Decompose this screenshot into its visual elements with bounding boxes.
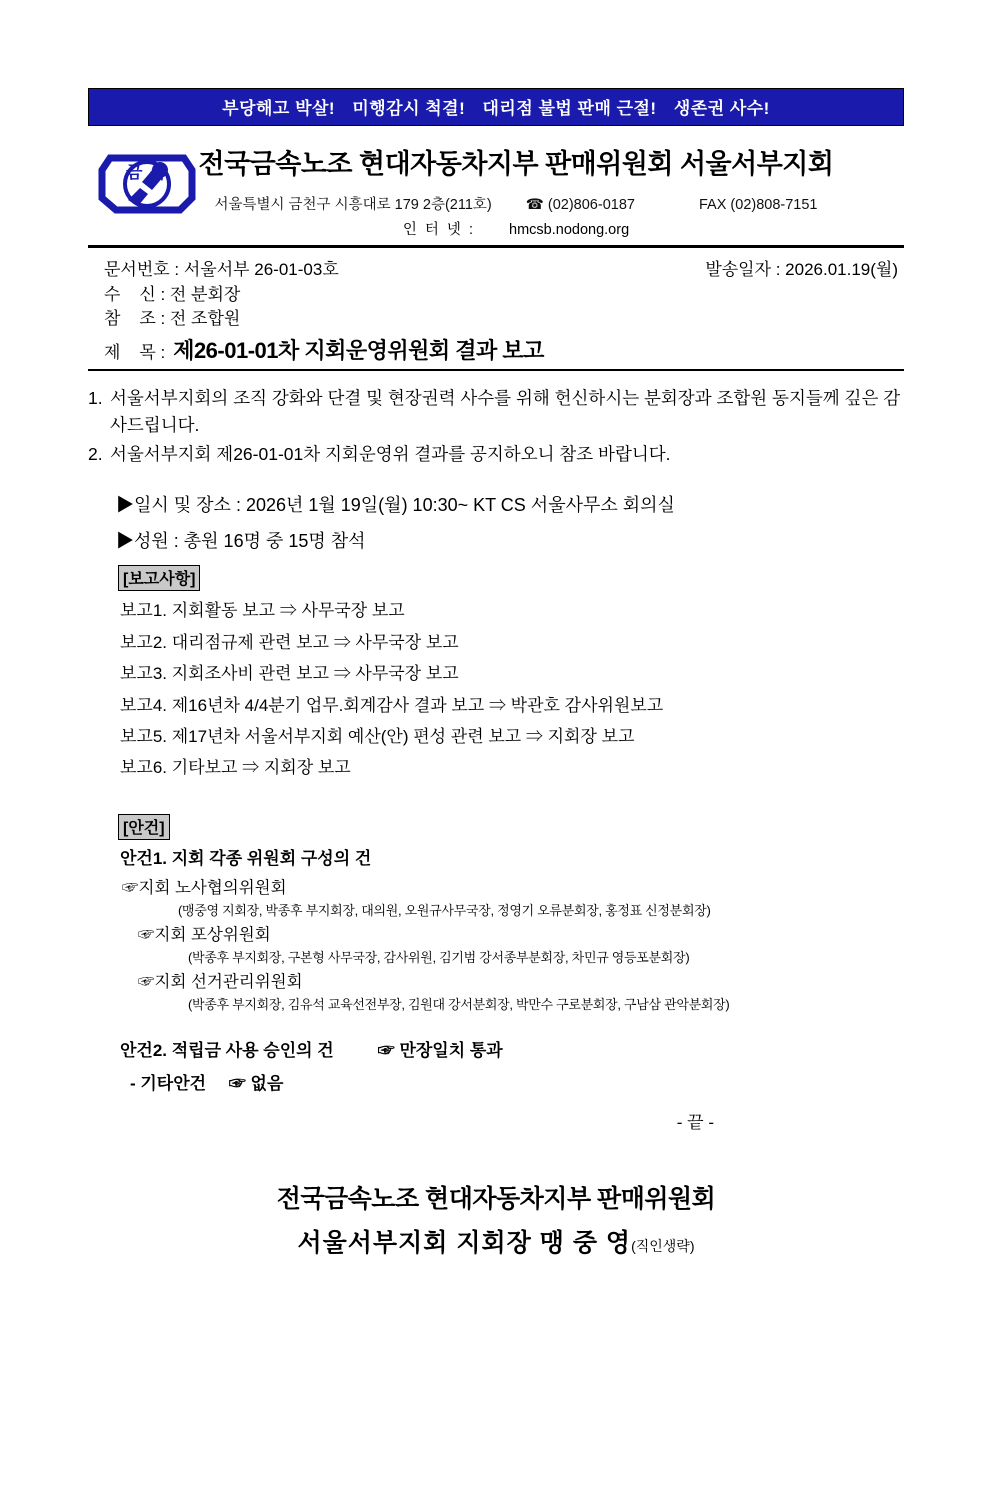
telephone-number: (02)806-0187 xyxy=(547,197,635,213)
meta-row-cc xyxy=(88,307,904,332)
item-number: 1. xyxy=(88,387,103,408)
meta-row-doc-no xyxy=(88,258,904,283)
document-page xyxy=(0,88,992,1491)
slogan-2: 미행감시 척결! xyxy=(352,99,466,118)
committee-name: ☞지회 노사협의위원회 xyxy=(122,878,287,897)
report-line: 보고2. 대리점규제 관련 보고 ⇒ 사무국장 보고 xyxy=(120,632,459,652)
slogan-1: 부당해고 박살! xyxy=(222,99,336,118)
item-text: 서울서부지회 제26-01-01차 지회운영위 결과를 공지하오니 참조 바랍니다. xyxy=(110,444,671,465)
subject-label: 제 목 : xyxy=(104,342,166,362)
signature-line-1: 전국금속노조 현대자동차지부 판매위원회 xyxy=(276,1185,716,1214)
internet-label: 인 터 넷 : xyxy=(402,222,475,238)
svg-text:금: 금 xyxy=(126,163,143,182)
committee-members: (맹중영 지회장, 박종후 부지회장, 대의원, 오원규사무국장, 정영기 오류분회장, 홍정표 신정분회장) xyxy=(178,902,711,918)
letterhead xyxy=(88,126,904,248)
signature-seal-note: (직인생략) xyxy=(631,1238,695,1255)
committee-name: ☞지회 포상위원회 xyxy=(138,925,271,944)
report-line: 보고6. 기타보고 ⇒ 지회장 보고 xyxy=(120,758,351,778)
svg-text:속: 속 xyxy=(150,163,167,182)
telephone-icon: ☎ xyxy=(525,197,544,213)
slogan-4: 생존권 사수! xyxy=(673,99,770,118)
slogan-banner xyxy=(88,88,904,126)
agenda-section-tag: [안건] xyxy=(118,814,170,840)
agenda-2-result: ☞ 만장일치 통과 xyxy=(377,1041,503,1061)
other-agenda-row xyxy=(116,1069,904,1094)
item-number: 2. xyxy=(88,444,103,465)
union-logo-icon xyxy=(92,140,202,220)
address-line xyxy=(88,193,904,214)
item-text: 서울서부지회의 조직 강화와 단결 및 현장권력 사수를 위해 헌신하시는 분회장과 조합원 동지들께 깊은 감사드립니다. xyxy=(110,387,901,436)
fax-number: FAX (02)808-7151 xyxy=(699,197,818,213)
receiver: 수 신 : 전 분회장 xyxy=(104,284,241,304)
report-line: 보고4. 제16년차 4/4분기 업무.회계감사 결과 보고 ⇒ 박관호 감사위원보고 xyxy=(120,695,664,715)
numbered-item xyxy=(88,385,904,439)
organization-title: 전국금속노조 현대자동차지부 판매위원회 서울서부지회 xyxy=(198,149,834,179)
document-meta xyxy=(88,258,904,371)
send-date: 발송일자 : 2026.01.19(월) xyxy=(705,260,898,279)
other-agenda-result: ☞ 없음 xyxy=(228,1074,284,1094)
report-line: 보고3. 지회조사비 관련 보고 ⇒ 사무국장 보고 xyxy=(120,664,459,684)
report-section-tag: [보고사항] xyxy=(118,565,200,591)
meeting-when-where: ▶일시 및 장소 : 2026년 1월 19일(월) 10:30~ KT CS 서울사무소 회의실 xyxy=(116,495,675,516)
committee-members: (박종후 부지회장, 김유석 교육선전부장, 김원대 강서분회장, 박만수 구로분회장, 구남삼 관악분회장) xyxy=(188,997,730,1013)
internet-url: hmcsb.nodong.org xyxy=(509,222,630,238)
meta-row-subject xyxy=(88,334,904,365)
committee-members: (박종후 부지회장, 구본형 사무국장, 감사위원, 김기범 강서종부분회장, 차민규 영등포분회장) xyxy=(188,950,690,966)
report-line: 보고5. 제17년차 서울서부지회 예산(안) 편성 관련 보고 ⇒ 지회장 보고 xyxy=(120,727,635,747)
internet-line xyxy=(88,218,904,239)
document-body xyxy=(88,371,904,1133)
address-text: 서울특별시 금천구 시흥대로 179 2층(211호) xyxy=(214,197,492,213)
agenda-2-row xyxy=(116,1036,904,1061)
agenda-2-title: 안건2. 적립금 사용 승인의 건 xyxy=(120,1041,334,1061)
signature-line-2 xyxy=(88,1223,904,1259)
meta-row-receiver xyxy=(88,283,904,308)
subject-value: 제26-01-01차 지회운영위원회 결과 보고 xyxy=(173,337,544,363)
other-agenda-label: - 기타안건 xyxy=(130,1074,207,1094)
meeting-attendance: ▶성원 : 총원 16명 중 15명 참석 xyxy=(116,530,366,551)
numbered-item xyxy=(88,441,904,468)
meeting-info-block xyxy=(88,490,904,1133)
committee-name: ☞지회 선거관리위원회 xyxy=(138,972,303,991)
agenda-1-title: 안건1. 지회 각종 위원회 구성의 건 xyxy=(120,848,372,868)
signature-block xyxy=(88,1179,904,1259)
cc-recipient: 참 조 : 전 조합원 xyxy=(104,309,241,329)
slogan-3: 대리점 불법 판매 근절! xyxy=(482,99,657,118)
end-mark: - 끝 - xyxy=(676,1113,714,1133)
report-line: 보고1. 지회활동 보고 ⇒ 사무국장 보고 xyxy=(120,601,405,621)
signature-name: 서울서부지회 지회장 맹 중 영 xyxy=(297,1229,632,1258)
document-number: 문서번호 : 서울서부 26-01-03호 xyxy=(104,260,339,279)
